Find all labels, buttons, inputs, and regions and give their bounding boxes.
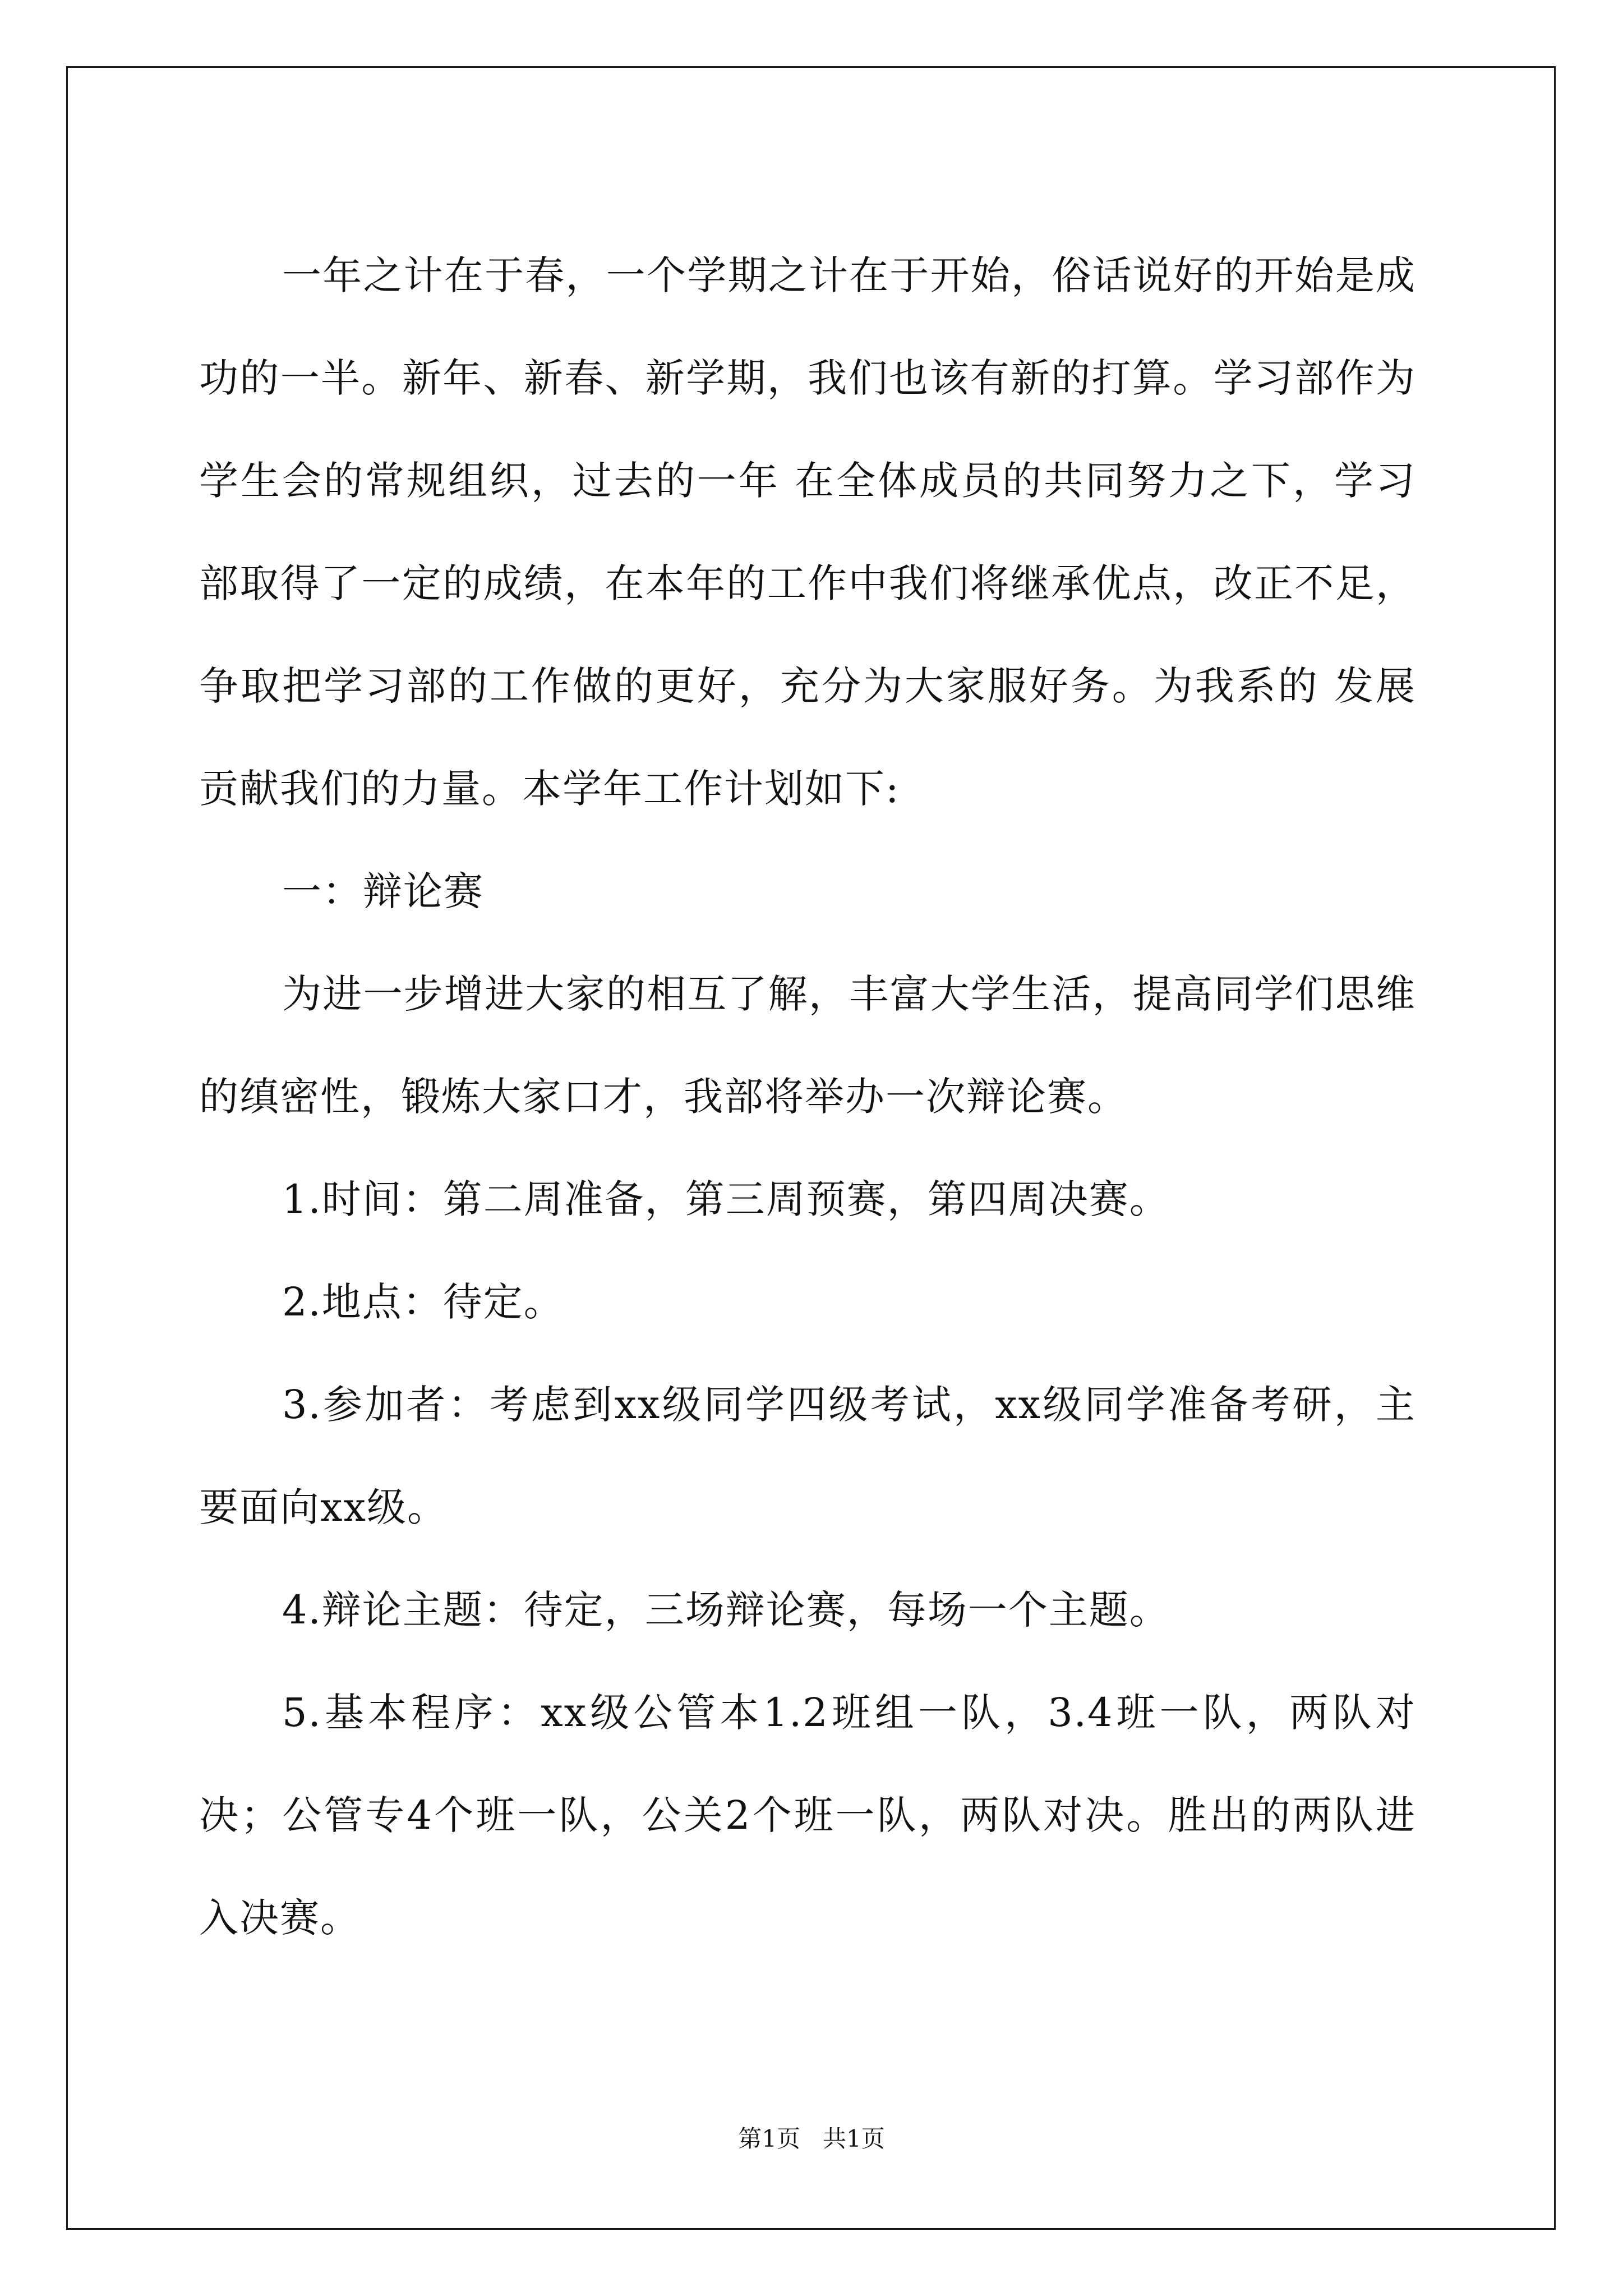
page-number-footer: 第1页 共1页 <box>738 2125 885 2152</box>
section-heading-debate: 一：辩论赛 <box>282 868 484 914</box>
list-item-participants: 3.参加者：考虑到xx级同学四级考试，xx级同学准备考研，主要面向xx级。 <box>199 1382 1416 1530</box>
list-item-topic: 4.辩论主题：待定，三场辩论赛，每场一个主题。 <box>282 1587 1170 1633</box>
list-item-time: 1.时间：第二周准备，第三周预赛，第四周决赛。 <box>282 1176 1170 1222</box>
list-item-location: 2.地点：待定。 <box>282 1279 564 1325</box>
paragraph-intro: 一年之计在于春，一个学期之计在于开始，俗话说好的开始是成功的一半。新年、新春、新学期，我们也该有新的打算。学习部作为学生会的常规组织，过去的一年 在全体成员的共同努力之下，学习部取得了一定的成绩，在本年的工作中我们将继承优点，改正不足，争取把学习部的工作做的更好，充分为大家服好务。为我系的 发展贡献我们的力量。本学年工作计划如下: <box>199 252 1416 812</box>
list-item-procedure: 5.基本程序：xx级公管本1.2班组一队，3.4班一队，两队对决；公管专4个班一队，公关2个班一队，两队对决。胜出的两队进入决赛。 <box>199 1690 1416 1941</box>
document-body <box>199 224 1416 1970</box>
paragraph-debate-purpose: 为进一步增进大家的相互了解，丰富大学生活，提高同学们思维的缜密性，锻炼大家口才，我部将举办一次辩论赛。 <box>199 971 1416 1120</box>
